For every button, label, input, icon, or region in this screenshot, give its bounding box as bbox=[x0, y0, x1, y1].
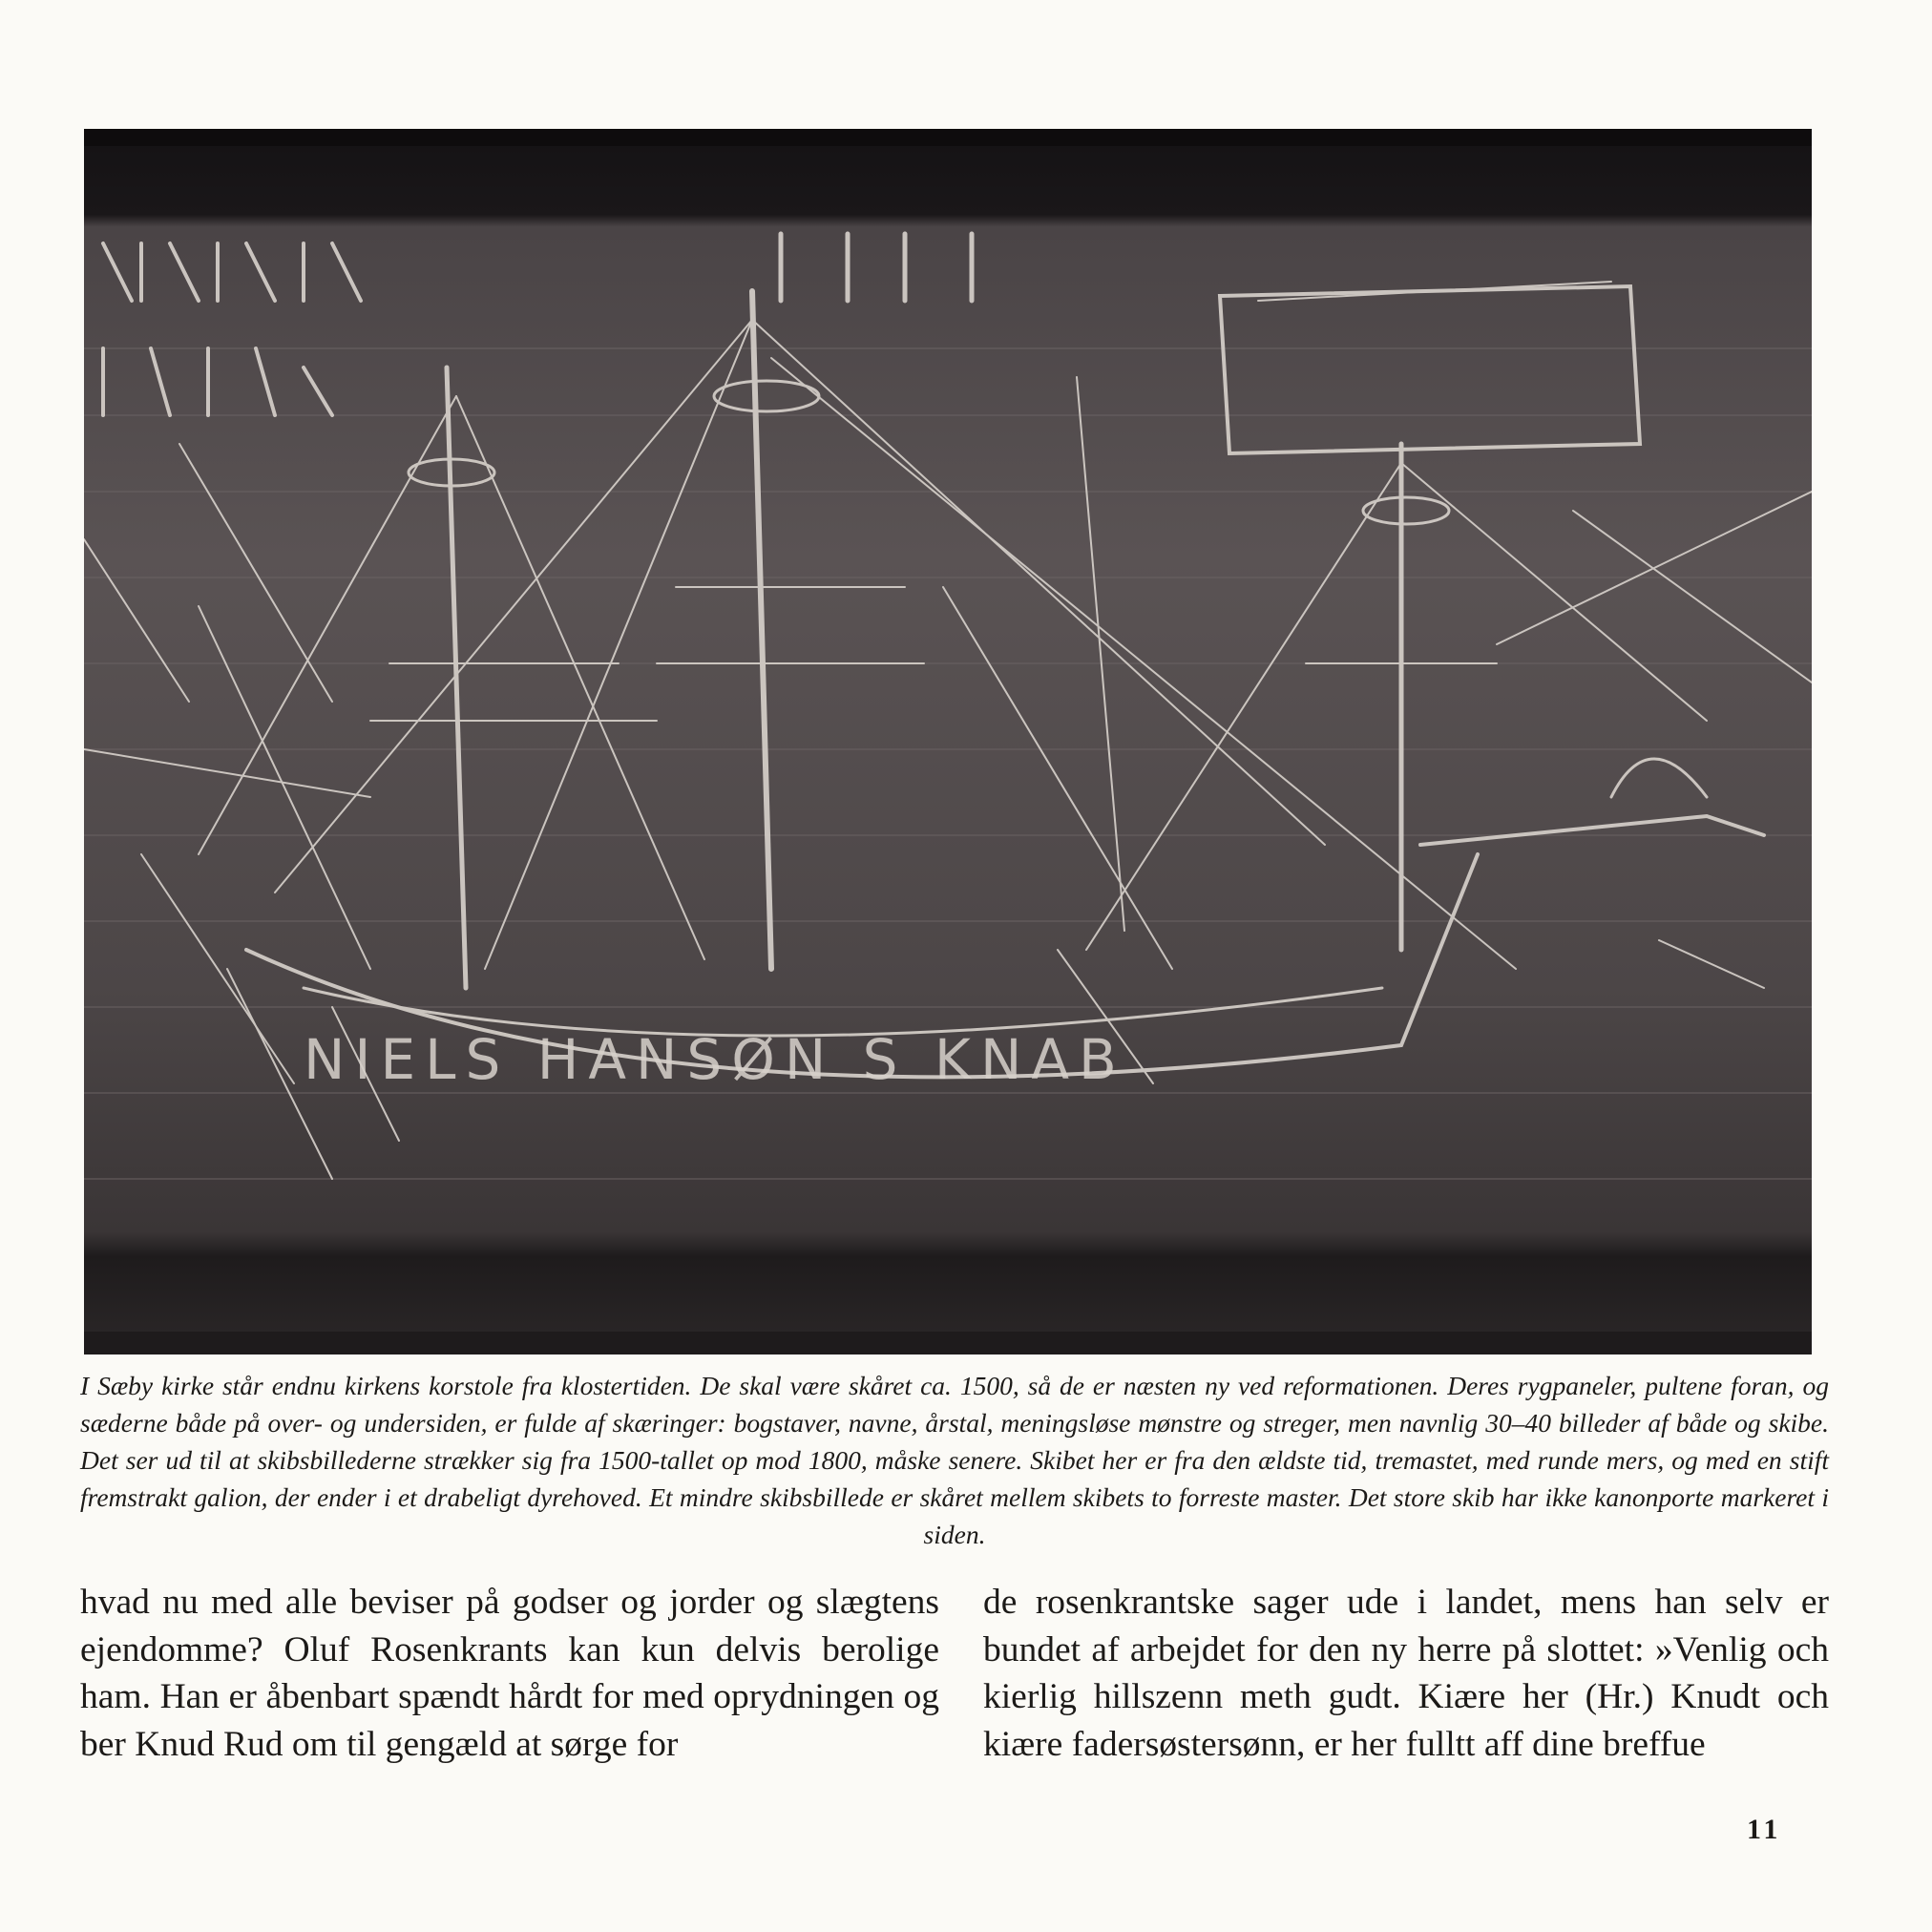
page-number: 11 bbox=[1747, 1814, 1782, 1845]
carved-ship-photograph bbox=[84, 129, 1812, 1354]
carved-ship-icon bbox=[84, 129, 1812, 1354]
body-column-left: hvad nu med alle beviser på godser og jorder og slægtens ejendomme? Oluf Rosenkrants kan kun delvis berolige ham. Han er åbenbart spændt hårdt for med oprydningen og ber Knud Rud om til gengæld at sørge for bbox=[80, 1583, 939, 1764]
body-column-right: de rosenkrantske sager ude i landet, mens han selv er bundet af arbejdet for den ny herre på slottet: »Venlig och kierlig hillszenn meth gudt. Kiære her (Hr.) Knudt och kiære fadersøstersønn, er her fulltt aff dine breffue bbox=[983, 1583, 1829, 1764]
carved-inscription: NIELS HANSØN S KNAB bbox=[304, 1027, 1126, 1092]
photo-caption: I Sæby kirke står endnu kirkens korstole fra klostertiden. De skal være skåret ca. 1500, så de er næsten ny ved reformationen. Deres rygpaneler, pultene foran, og sæderne både på over- og undersiden, er fulde af skæringer: bogstaver, navne, årstal, meningsløse mønstre og streger, men navnlig 30–40 billeder af både og skibe. Det ser ud til at skibsbillederne strækker sig fra 1500-tallet op mod 1800, måske senere. Skibet her er fra den ældste tid, tremastet, med runde mers, og med en stift fremstrakt galion, der ender i et drabeligt dyrehoved. Et mindre skibsbillede er skåret mellem skibets to forreste master. Det store skib har ikke kanonporte markeret i siden. bbox=[80, 1371, 1829, 1549]
